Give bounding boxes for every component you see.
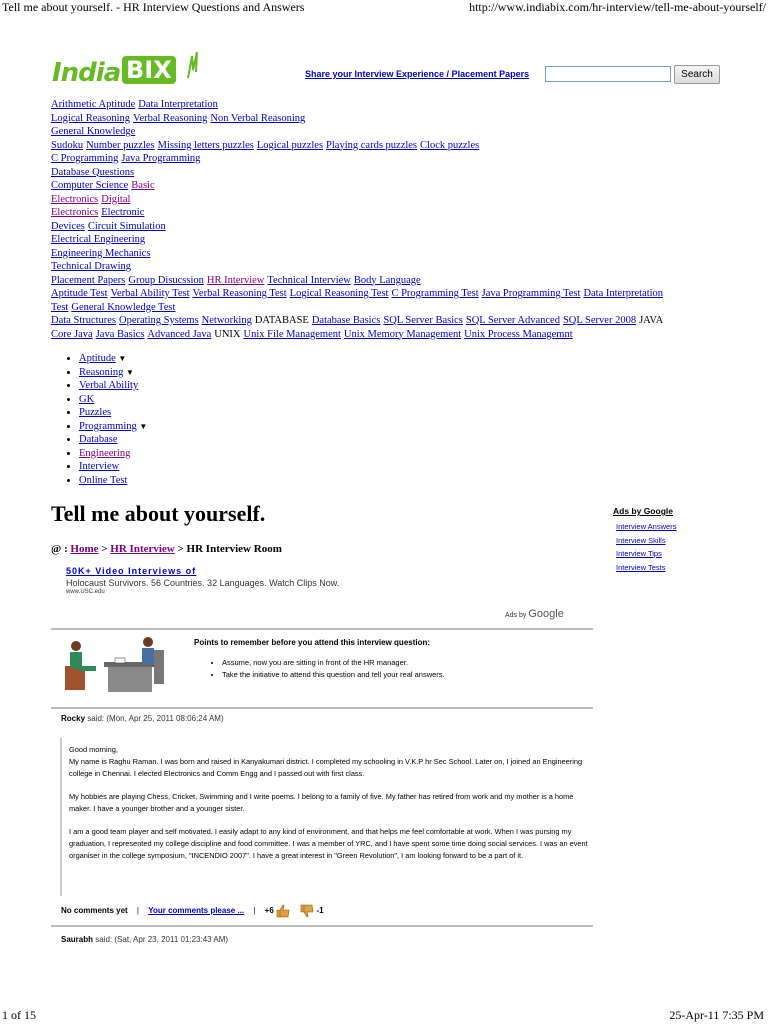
separator: | bbox=[253, 906, 256, 916]
menu-item[interactable] bbox=[79, 352, 147, 366]
category-line bbox=[51, 206, 741, 220]
category-link[interactable]: Arithmetic Aptitude bbox=[51, 99, 136, 110]
category-link[interactable]: Devices bbox=[51, 220, 85, 232]
category-link[interactable]: Unix File Management bbox=[243, 328, 341, 340]
main-menu bbox=[66, 352, 147, 487]
text-ad[interactable] bbox=[66, 566, 339, 595]
breadcrumb-separator: > bbox=[177, 543, 184, 555]
google-logo-text: Google bbox=[528, 608, 564, 620]
category-link[interactable]: Electronics bbox=[51, 207, 99, 218]
category-link[interactable]: HR Interview bbox=[206, 274, 265, 286]
category-link[interactable]: Placement Papers bbox=[51, 274, 126, 286]
divider bbox=[51, 707, 593, 709]
category-link[interactable]: Number puzzles bbox=[86, 139, 155, 151]
category-line bbox=[51, 98, 741, 112]
menu-link[interactable]: Engineering bbox=[79, 447, 131, 459]
category-label: UNIX bbox=[214, 328, 241, 340]
print-page-title: Tell me about yourself. - HR Interview Questions and Answers bbox=[2, 0, 305, 14]
category-link[interactable]: Advanced Java bbox=[147, 328, 212, 340]
category-label: DATABASE bbox=[254, 315, 309, 326]
menu-link[interactable]: Verbal Ability bbox=[79, 380, 139, 391]
share-experience-link[interactable]: Share your Interview Experience / Placement Papers bbox=[305, 69, 530, 79]
category-link[interactable]: Networking bbox=[201, 315, 252, 326]
category-link[interactable]: Operating Systems bbox=[119, 315, 199, 326]
category-line bbox=[51, 314, 741, 328]
category-line bbox=[51, 260, 741, 274]
category-link[interactable]: Data Structures bbox=[51, 315, 117, 326]
menu-item[interactable] bbox=[79, 406, 147, 420]
category-link[interactable]: Data Interpretation bbox=[583, 288, 664, 299]
logo-text-bix: BIX bbox=[122, 56, 176, 84]
sidebar-ad-link[interactable]: Interview Tests bbox=[616, 562, 666, 572]
category-link[interactable]: C Programming bbox=[51, 153, 119, 164]
menu-link[interactable]: Interview bbox=[79, 461, 120, 472]
ad-url: www.USC.edu bbox=[66, 589, 105, 595]
category-links bbox=[51, 98, 741, 341]
category-line bbox=[51, 152, 741, 166]
menu-item[interactable] bbox=[79, 420, 147, 434]
category-link[interactable]: SQL Server Basics bbox=[383, 315, 463, 326]
menu-item[interactable] bbox=[79, 474, 147, 488]
ad-headline[interactable]: 50K+ Video Interviews of bbox=[66, 566, 197, 576]
your-comments-link[interactable]: Your comments please ... bbox=[148, 906, 245, 916]
sidebar-ad-link[interactable]: Interview Skills bbox=[616, 535, 666, 545]
category-line bbox=[51, 179, 741, 193]
category-link[interactable]: Sudoku bbox=[51, 139, 84, 151]
page-title: Tell me about yourself. bbox=[51, 501, 266, 526]
points-heading: Points to remember before you attend this interview question: bbox=[194, 638, 431, 647]
category-link[interactable]: Logical Reasoning Test bbox=[289, 288, 389, 299]
comment-body bbox=[60, 738, 588, 896]
logo-text-india: India bbox=[52, 58, 121, 88]
menu-link[interactable]: Reasoning bbox=[79, 366, 124, 378]
divider bbox=[51, 925, 593, 927]
category-link[interactable]: General Knowledge bbox=[51, 126, 136, 137]
logo-grass-icon bbox=[186, 52, 200, 78]
category-link[interactable]: Aptitude Test bbox=[51, 288, 108, 299]
comment-paragraph: My hobbies are playing Chess, Cricket, Swimming and I write poems. I belong to a family of five. My father has retired from work and my mother is a home maker. I have a younger brother and a younger sister. bbox=[69, 792, 574, 813]
print-footer bbox=[0, 1006, 768, 1024]
category-link[interactable]: Verbal Reasoning Test bbox=[192, 288, 287, 299]
comment-header bbox=[61, 714, 224, 723]
category-link[interactable]: Non Verbal Reasoning bbox=[210, 112, 306, 124]
category-link[interactable]: SQL Server Advanced bbox=[465, 315, 560, 326]
list-item: • Take the initiative to attend this question and tell your real answers. bbox=[222, 669, 445, 681]
category-line bbox=[51, 220, 741, 234]
sidebar-ad-links bbox=[616, 520, 677, 572]
dropdown-arrow-icon[interactable]: ▼ bbox=[125, 367, 134, 377]
category-link[interactable]: Core Java bbox=[51, 328, 93, 340]
dropdown-arrow-icon[interactable]: ▼ bbox=[139, 421, 148, 431]
category-line bbox=[51, 328, 741, 342]
category-link[interactable]: Verbal Ability Test bbox=[110, 288, 190, 299]
site-logo[interactable] bbox=[52, 52, 202, 98]
comment-paragraph: Good morning, My name is Raghu Raman. I was born and raised in Kanyakumari district. I completed my schooling in V.K.P hr Sec School. Later on, I joined an Engineering college in Chennai. I elected Electronics and Comm Engg and I passed out with first class. bbox=[69, 745, 583, 778]
category-line bbox=[51, 139, 741, 153]
category-line bbox=[51, 233, 741, 247]
breadcrumb-current: HR Interview Room bbox=[186, 543, 282, 555]
category-link[interactable]: Basic bbox=[131, 180, 155, 191]
category-link[interactable]: Technical Drawing bbox=[51, 261, 132, 272]
category-link[interactable]: Electronics bbox=[51, 193, 99, 205]
category-link[interactable]: C Programming Test bbox=[391, 288, 479, 299]
breadcrumb-home-link[interactable]: Home bbox=[70, 543, 99, 555]
category-link[interactable]: Electrical Engineering bbox=[51, 234, 146, 245]
comment-author: Saurabh bbox=[61, 935, 94, 944]
menu-link[interactable]: Database bbox=[79, 434, 118, 445]
category-link[interactable]: Computer Science bbox=[51, 180, 129, 191]
category-link[interactable]: Logical puzzles bbox=[256, 139, 324, 151]
category-link[interactable]: Data Interpretation bbox=[138, 99, 218, 110]
category-link[interactable]: Group Disucssion bbox=[128, 274, 204, 286]
interview-illustration bbox=[60, 636, 180, 696]
category-link[interactable]: Verbal Reasoning bbox=[133, 112, 208, 124]
search-button[interactable]: Search bbox=[674, 65, 720, 84]
breadcrumb bbox=[51, 543, 282, 555]
sidebar-ads-heading[interactable]: Ads by Google bbox=[613, 506, 673, 516]
category-link[interactable]: Circuit Simulation bbox=[87, 220, 166, 232]
category-line bbox=[51, 301, 741, 315]
category-link[interactable]: Engineering Mechanics bbox=[51, 247, 151, 259]
category-link[interactable]: Body Language bbox=[353, 274, 421, 286]
category-link[interactable]: Java Programming Test bbox=[481, 288, 581, 299]
menu-item[interactable] bbox=[79, 447, 147, 461]
category-line bbox=[51, 166, 741, 180]
menu-link[interactable]: Programming bbox=[79, 420, 137, 432]
menu-item[interactable] bbox=[79, 393, 147, 407]
no-comments-label: No comments yet bbox=[61, 906, 128, 916]
category-line bbox=[51, 125, 741, 139]
category-link[interactable]: Unix Process Managemnt bbox=[464, 328, 573, 340]
comment-paragraph: I am a good team player and self motivated. I easily adapt to any kind of environment, and that helps me feel comfortable at work. When I was pursing my graduation, I represented my college discipline and food committee. I was a member of YRC, and I have spent some time doing social services. I was an event organiser in the college symposium, "INCENDIO 2007". I have a great interest in "Green Revolution", I am looking forward to be a part of it. bbox=[69, 827, 588, 860]
print-page-number: 1 of 15 bbox=[2, 1008, 36, 1022]
category-line bbox=[51, 274, 741, 288]
category-link[interactable]: Playing cards puzzles bbox=[326, 139, 418, 151]
comment-header bbox=[61, 935, 228, 944]
separator: | bbox=[136, 906, 139, 916]
thumbs-down-icon[interactable] bbox=[300, 905, 314, 917]
menu-item[interactable] bbox=[79, 379, 147, 393]
breadcrumb-separator: > bbox=[101, 543, 108, 555]
menu-link[interactable]: Online Test bbox=[79, 474, 128, 486]
category-link[interactable]: Digital bbox=[101, 193, 131, 205]
search-input[interactable] bbox=[545, 66, 671, 82]
category-link[interactable]: Technical Interview bbox=[267, 274, 351, 286]
category-link[interactable]: Database Basics bbox=[311, 315, 381, 326]
category-link[interactable]: Java Basics bbox=[95, 328, 145, 340]
menu-item[interactable] bbox=[79, 433, 147, 447]
category-link[interactable]: Missing letters puzzles bbox=[157, 139, 254, 151]
comment-author: Rocky bbox=[61, 714, 86, 723]
print-datetime: 25-Apr-11 7:35 PM bbox=[669, 1008, 764, 1022]
category-link[interactable]: Logical Reasoning bbox=[51, 112, 131, 124]
dropdown-arrow-icon[interactable]: ▼ bbox=[118, 354, 127, 363]
comment-date: said: (Mon, Apr 25, 2011 08:06:24 AM) bbox=[87, 714, 224, 723]
category-link[interactable]: Java Programming bbox=[121, 153, 201, 164]
votes-down-count: -1 bbox=[316, 906, 324, 916]
sidebar-ad-link[interactable]: Interview Tips bbox=[616, 549, 662, 558]
ads-by-text: Ads by bbox=[505, 612, 527, 619]
print-url: http://www.indiabix.com/hr-interview/tell-me-about-yourself/ bbox=[469, 0, 766, 14]
menu-link[interactable]: Puzzles bbox=[79, 407, 112, 418]
menu-item[interactable] bbox=[79, 366, 147, 380]
category-link[interactable]: Clock puzzles bbox=[420, 139, 480, 151]
menu-item[interactable] bbox=[79, 460, 147, 474]
divider bbox=[51, 628, 593, 630]
category-link[interactable]: Unix Memory Management bbox=[343, 328, 462, 340]
category-link[interactable]: Electronic bbox=[101, 207, 145, 218]
print-header bbox=[0, 0, 768, 16]
comment-date: said: (Sat, Apr 23, 2011 01:23:43 AM) bbox=[95, 935, 229, 944]
category-line bbox=[51, 287, 741, 301]
sidebar-ad-link[interactable]: Interview Answers bbox=[616, 522, 677, 531]
category-line bbox=[51, 247, 741, 261]
category-link[interactable]: Test bbox=[51, 301, 69, 313]
breadcrumb-prefix: @ : bbox=[51, 543, 68, 555]
menu-link[interactable]: Aptitude bbox=[79, 353, 116, 364]
category-link[interactable]: Database Questions bbox=[51, 166, 135, 178]
thumbs-up-icon[interactable] bbox=[276, 905, 290, 917]
list-item: • Assume, now you are sitting in front of the HR manager. bbox=[222, 657, 445, 669]
ad-description: Holocaust Survivors. 56 Countries. 32 Languages. Watch Clips Now. bbox=[66, 578, 340, 588]
category-link[interactable]: SQL Server 2008 bbox=[562, 315, 637, 326]
votes-up-count: +6 bbox=[264, 906, 274, 916]
breadcrumb-hr-interview-link[interactable]: HR Interview bbox=[110, 543, 175, 555]
menu-link[interactable]: GK bbox=[79, 393, 95, 405]
ads-by-google-label[interactable] bbox=[505, 608, 564, 620]
points-list bbox=[212, 657, 445, 681]
comment-actions bbox=[61, 905, 324, 917]
category-link[interactable]: General Knowledge Test bbox=[71, 301, 176, 313]
category-line bbox=[51, 112, 741, 126]
category-line bbox=[51, 193, 741, 207]
category-label: JAVA bbox=[639, 315, 664, 326]
